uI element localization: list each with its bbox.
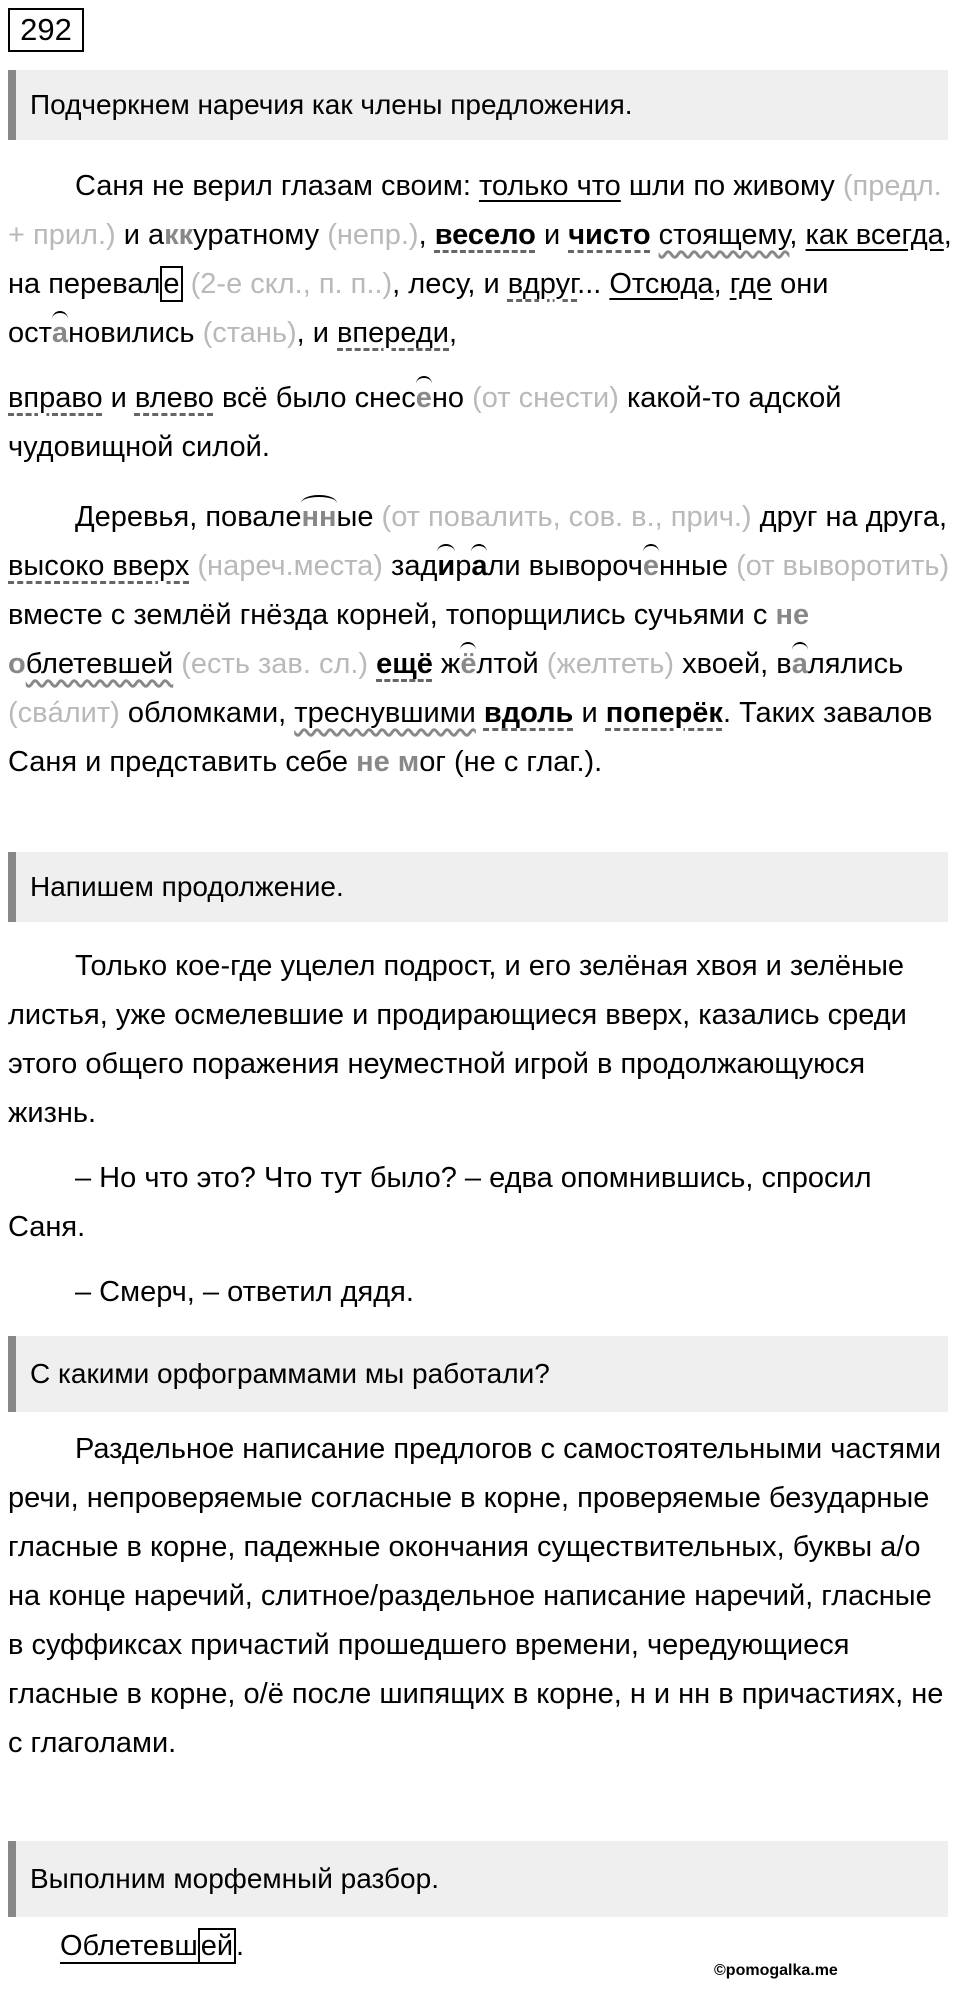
- note: (от повалить, сов. в., прич.): [381, 501, 752, 533]
- adverb: Отсюда: [609, 268, 714, 300]
- section-header-label: С какими орфограммами мы работали?: [30, 1358, 550, 1389]
- text: ,: [789, 219, 806, 251]
- section-header-label: Подчеркнем наречия как члены предложения.: [30, 89, 633, 120]
- adverb: чисто: [568, 219, 651, 251]
- text: , лесу, и: [392, 268, 508, 300]
- orthogram: не м: [356, 746, 420, 778]
- word-stem: Облетевш: [60, 1930, 198, 1962]
- orthogram: а: [471, 550, 488, 582]
- orthogram: кк: [164, 219, 194, 251]
- paragraph-4: – Но что это? Что тут было? – едва опомнившись, спросил Саня.: [8, 1162, 872, 1243]
- adverb: только что: [478, 170, 621, 202]
- text: обломками,: [119, 697, 295, 729]
- adverb: поперёк: [605, 697, 723, 729]
- task-number: 292: [8, 8, 84, 52]
- adverb: весело: [434, 219, 536, 251]
- text: Деревья, повале: [75, 501, 302, 533]
- orthogram: ё: [460, 648, 477, 680]
- adverb: влево: [134, 382, 214, 414]
- paragraph-5: – Смерч, – ответил дядя.: [75, 1276, 414, 1308]
- orthogram: не о: [8, 599, 810, 680]
- morpheme-analysis: [60, 1930, 244, 1963]
- ending-box: ей: [198, 1928, 236, 1964]
- text: вместе с землёй гнёзда корней, топорщились сучьями с: [8, 599, 776, 631]
- text: нные: [659, 550, 737, 582]
- orthogram: нн: [301, 501, 337, 533]
- paragraph-3: Только кое-где уцелел подрост, и его зелёная хвоя и зелёные листья, уже осмелевшие и продирающиеся вверх, казались среди этого общего поражения неуместной игрой в продолжающуюся жизнь.: [8, 950, 907, 1129]
- section-header-orthograms: [8, 1336, 948, 1412]
- word: стоящему: [658, 219, 790, 251]
- text: ,: [713, 268, 730, 300]
- text: и: [102, 382, 135, 414]
- text: друг на друга,: [751, 501, 948, 533]
- text: [368, 648, 376, 680]
- paragraph-6: Раздельное написание предлогов с самостоятельными частями речи, непроверяемые согласные в корне, проверяемые безударные гласные в корне, падежные окончания существительных, буквы а/о на конце наречий, слитное/раздельное написание наречий, гласные в суффиксах причастий прошедшего времени, чередующиеся гласные в корне, о/ё после шипящих в корне, н и нн в причастиях, не с глаголами.: [8, 1433, 944, 1759]
- note: (непр.): [327, 219, 419, 251]
- section-header-label: Напишем продолжение.: [30, 871, 344, 902]
- text: ые: [336, 501, 382, 533]
- text: лтой: [476, 648, 547, 680]
- paragraph-1: [8, 162, 952, 472]
- note: (свáлит): [8, 697, 120, 729]
- adverb: вдруг: [507, 268, 578, 300]
- section-header-label: Выполним морфемный разбор.: [30, 1863, 439, 1894]
- watermark: ©pomogalka.me: [714, 1962, 838, 1979]
- text: [476, 697, 484, 729]
- text: [651, 219, 659, 251]
- text: новились: [68, 317, 203, 349]
- text: и: [535, 219, 569, 251]
- text: но: [431, 382, 473, 414]
- text: какой-то адской чудовищной силой.: [8, 382, 842, 463]
- orthogram: е: [415, 382, 432, 414]
- orthogram: е: [642, 550, 659, 582]
- note: (предл. + прил.): [8, 170, 942, 251]
- text: лялись: [807, 648, 904, 680]
- note: (желтеть): [546, 648, 675, 680]
- section-header-continuation: [8, 852, 948, 922]
- adverb: вправо: [8, 382, 103, 414]
- note: (2-е скл., п. п..): [182, 268, 393, 300]
- text: шли по: [620, 170, 726, 202]
- text: ог (не с глаг.).: [419, 746, 603, 778]
- text: уратному: [193, 219, 328, 251]
- text: зад: [382, 550, 438, 582]
- adverb: впереди: [337, 317, 449, 349]
- paragraph-2: [8, 493, 952, 787]
- text: . Таких завалов Саня и представить себе: [8, 697, 933, 778]
- text: ,: [418, 219, 435, 251]
- note: (есть зав. сл.): [173, 648, 369, 680]
- text: и: [573, 697, 606, 729]
- note: (стань): [202, 317, 297, 349]
- section-header-adverbs: [8, 70, 948, 140]
- note: (от снести): [472, 382, 619, 414]
- text: р: [455, 550, 472, 582]
- ending-box: е: [160, 266, 182, 302]
- adverb: как всегда: [805, 219, 944, 251]
- adverb: ещё: [376, 648, 433, 680]
- adverb: где: [729, 268, 773, 300]
- adverb: высоко вверх: [8, 550, 190, 582]
- section-header-morpheme: [8, 1841, 948, 1917]
- text: Саня не верил глазам своим:: [75, 170, 479, 202]
- orthogram: и: [437, 550, 456, 582]
- text: хвоей, в: [674, 648, 792, 680]
- text: всё было снес: [213, 382, 416, 414]
- text: ж: [432, 648, 461, 680]
- orthogram: а: [791, 648, 808, 680]
- text: и а: [115, 219, 165, 251]
- word: треснувшими: [294, 697, 476, 729]
- text: они ост: [8, 268, 829, 349]
- orthogram: а: [51, 317, 69, 349]
- note: (нареч.места): [197, 550, 383, 582]
- text: .: [236, 1930, 245, 1962]
- word: блетевшей: [25, 648, 174, 680]
- adverb: вдоль: [483, 697, 574, 729]
- text: ...: [577, 268, 610, 300]
- text: ,: [449, 317, 458, 349]
- note: (от выворотить): [736, 550, 950, 582]
- text: ли вывороч: [487, 550, 643, 582]
- text: , на перевал: [8, 219, 952, 300]
- text: , и: [296, 317, 338, 349]
- text: живому: [725, 170, 843, 202]
